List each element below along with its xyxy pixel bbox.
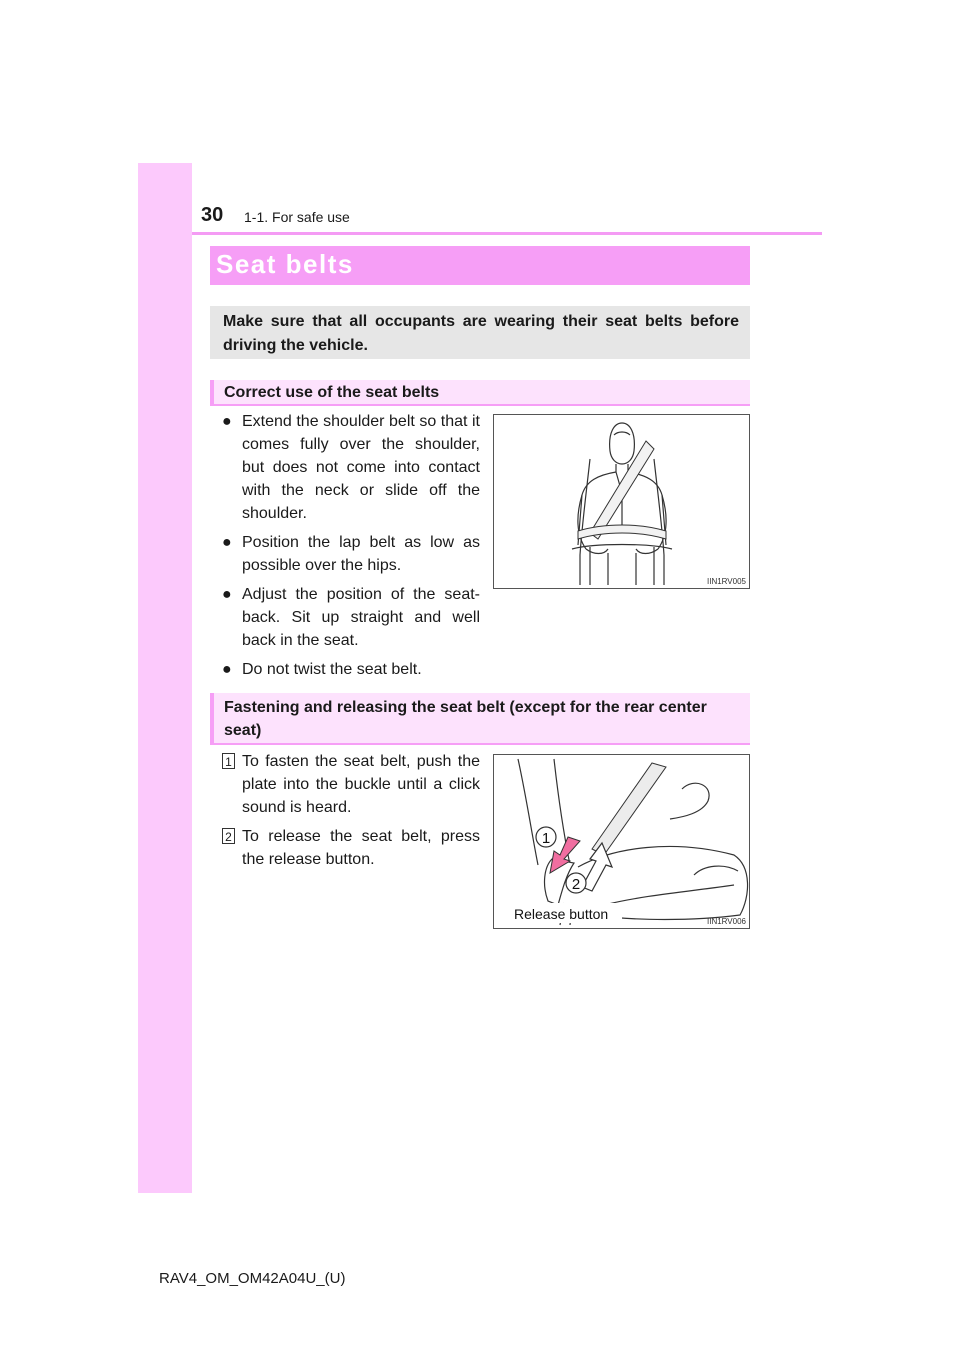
section-label: 1-1. For safe use bbox=[244, 209, 350, 225]
seated-occupant-illustration bbox=[494, 415, 749, 588]
figure-seated-occupant bbox=[493, 414, 750, 589]
subheading-fastening bbox=[210, 693, 750, 745]
callout-1-label: 1 bbox=[541, 830, 551, 847]
list-item-text: Position the lap belt as low as possible over the hips. bbox=[242, 534, 480, 574]
bullet-icon: ● bbox=[222, 413, 232, 430]
list-item-text: Adjust the position of the seat-back. Sit up straight and well back in the seat. bbox=[242, 586, 480, 649]
bullet-icon: ● bbox=[222, 661, 232, 678]
list-item bbox=[222, 583, 480, 652]
page-title-bar bbox=[210, 246, 750, 285]
bullet-icon: ● bbox=[222, 586, 232, 603]
subheading-correct-use bbox=[210, 380, 750, 406]
callout-2-label: 2 bbox=[571, 876, 581, 893]
footer-doc-code: RAV4_OM_OM42A04U_(U) bbox=[159, 1270, 346, 1287]
intro-text: Make sure that all occupants are wearing their seat belts before driving the vehicle. bbox=[223, 313, 739, 354]
figure-buckle bbox=[493, 754, 750, 929]
intro-box bbox=[210, 306, 750, 359]
step-item bbox=[222, 750, 480, 819]
step-text: To fasten the seat belt, push the plate into the buckle until a click sound is heard. bbox=[242, 753, 480, 816]
bullet-icon: ● bbox=[222, 534, 232, 551]
figure-code: IIN1RV006 bbox=[707, 917, 746, 926]
step-number-badge: 2 bbox=[222, 828, 235, 844]
subheading-correct-use-text: Correct use of the seat belts bbox=[224, 384, 440, 401]
step-number-badge: 1 bbox=[222, 753, 235, 769]
release-button-label: Release button bbox=[514, 906, 609, 922]
fastening-steps bbox=[222, 750, 480, 877]
list-item bbox=[222, 410, 480, 525]
page-title: Seat belts bbox=[216, 249, 354, 279]
list-item-text: Extend the shoulder belt so that it comes fully over the shoulder, but does not come into contact with the neck or slide off the shoulder. bbox=[242, 413, 480, 522]
chapter-sidebar-tab bbox=[138, 163, 192, 1193]
correct-use-list bbox=[222, 410, 480, 687]
step-text: To release the seat belt, press the release button. bbox=[242, 828, 480, 868]
list-item bbox=[222, 658, 480, 681]
subheading-fastening-text: Fastening and releasing the seat belt (except for the rear center seat) bbox=[224, 699, 707, 739]
buckle-illustration bbox=[494, 755, 749, 928]
step-item bbox=[222, 825, 480, 871]
figure-code: IIN1RV005 bbox=[707, 577, 746, 586]
header-divider bbox=[192, 232, 822, 235]
list-item bbox=[222, 531, 480, 577]
list-item-text: Do not twist the seat belt. bbox=[242, 661, 422, 678]
page-number: 30 bbox=[201, 204, 224, 226]
